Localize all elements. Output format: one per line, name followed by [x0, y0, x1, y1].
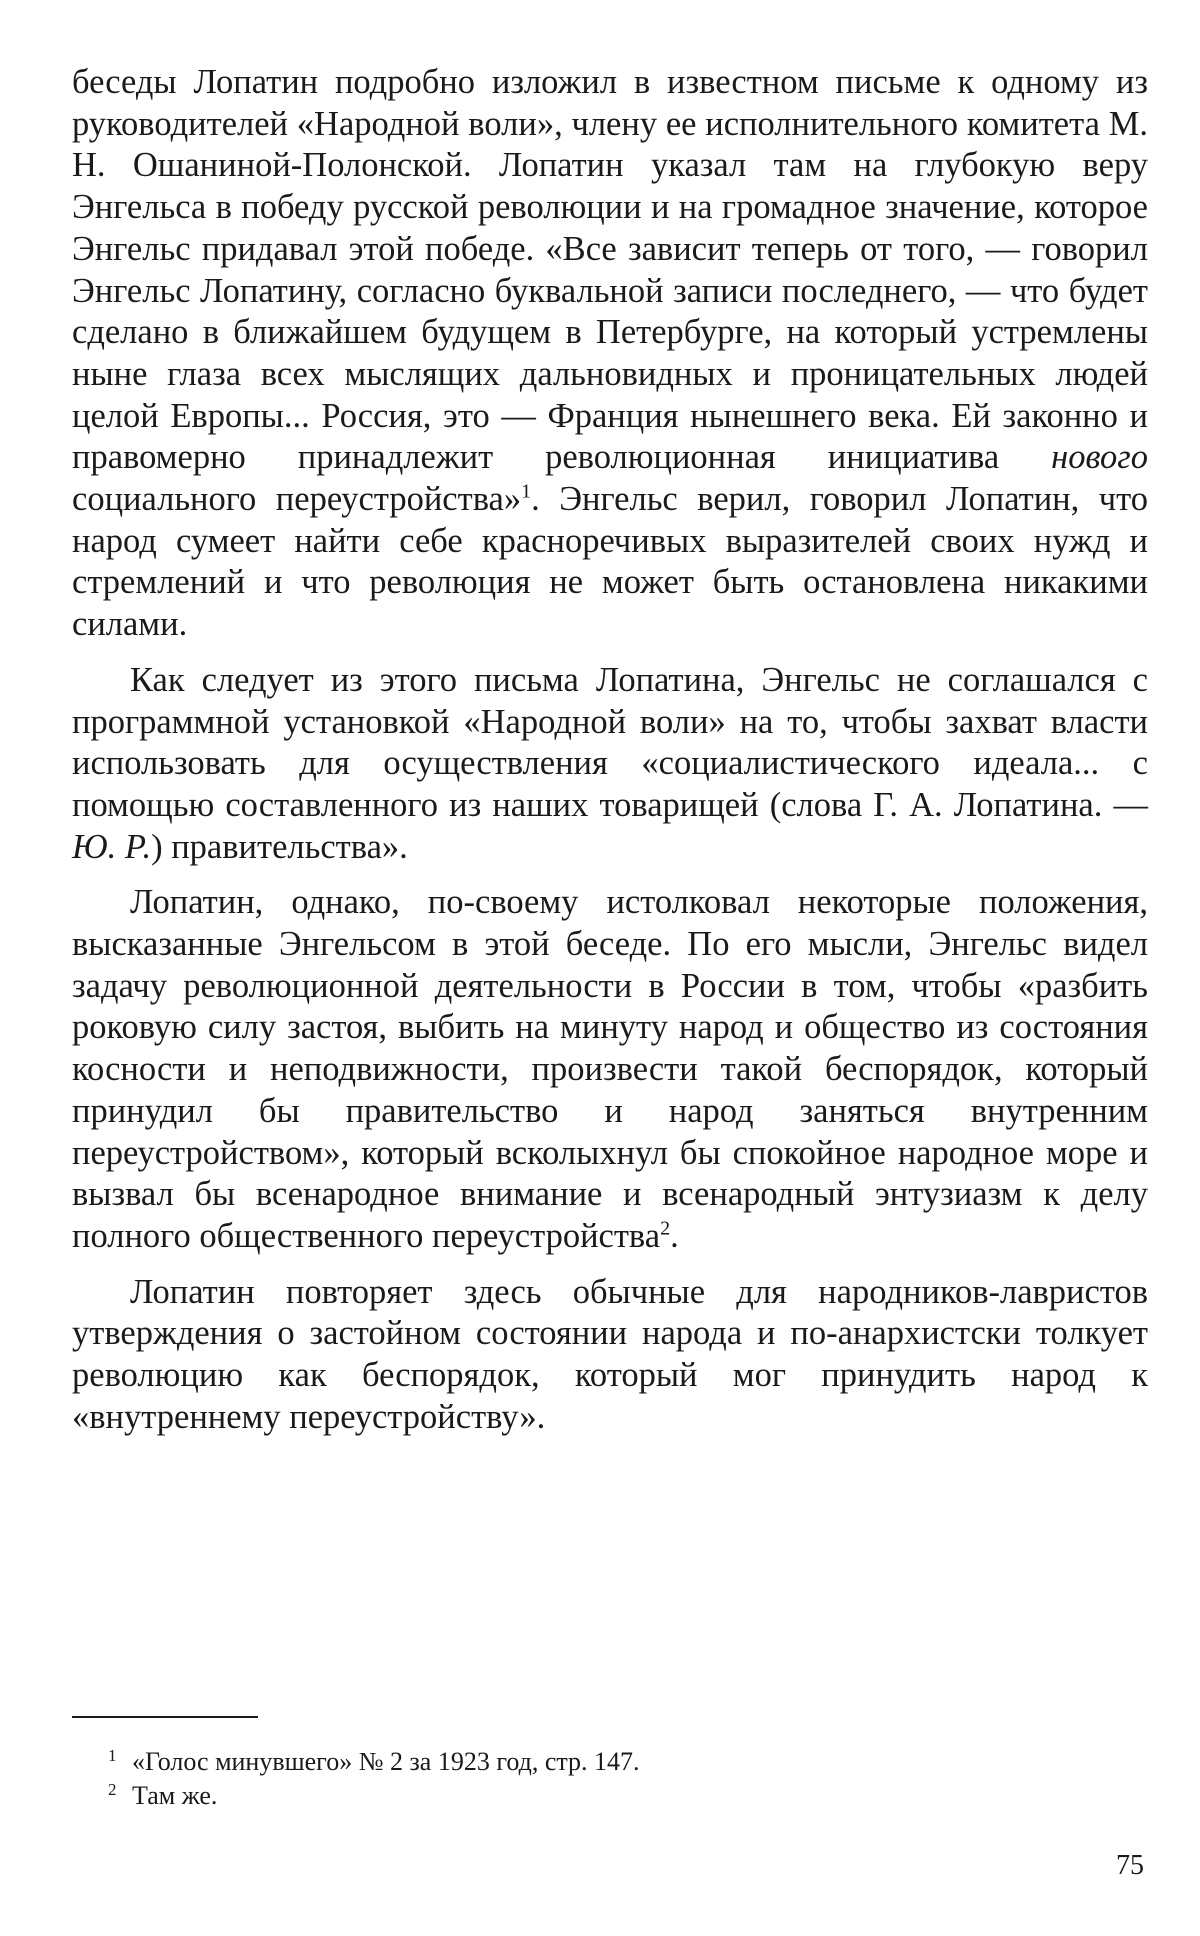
page-body	[72, 62, 1148, 1439]
footnote-ref-2[interactable]: 2	[660, 1217, 671, 1240]
paragraph-2-text-b: ) правительства».	[151, 827, 408, 866]
footnote-mark-2: 2	[108, 1780, 117, 1799]
paragraph-1	[72, 62, 1148, 646]
footnote-divider	[72, 1716, 258, 1718]
paragraph-2	[72, 660, 1148, 869]
paragraph-2-italic: Ю. Р.	[72, 827, 152, 866]
paragraph-3-text-a: Лопатин, однако, по-своему истолковал некоторые положения, высказанные Энгельсом в этой беседе. По его мысли, Энгельс видел задачу революционной деятельности в России в том, чтобы «разбить роковую силу застоя, выбить на минуту народ и общество из состояния косности и неподвижности, произвести такой беспорядок, который принудил бы правительство и народ заняться внутренним переустройством», который всколыхнул бы спокойное народное море и вызвал бы всенародное внимание и всенародный энтузиазм к делу полного общественного переустройства	[72, 883, 1148, 1255]
paragraph-1-text-c: . Энгельс верил, говорил Лопатин, что народ сумеет найти себе красноречивых выразителей своих нужд и стремлений и что революция не может быть остановлена никакими силами.	[72, 480, 1148, 644]
footnote-mark-1: 1	[108, 1746, 117, 1765]
page-number: 75	[1116, 1850, 1144, 1881]
paragraph-2-text-a: Как следует из этого письма Лопатина, Энгельс не соглашался с программной установкой «Народной воли» на то, чтобы захват власти использовать для осуществления «социалистического идеала... с помощью составленного из наших товарищей (слова Г. А. Лопатина. —	[72, 660, 1148, 824]
footnotes	[108, 1745, 1132, 1813]
footnote-1	[108, 1745, 1132, 1779]
footnote-ref-1[interactable]: 1	[521, 480, 532, 503]
paragraph-1-italic: нового	[1051, 438, 1148, 477]
paragraph-3-text-b: .	[670, 1216, 679, 1255]
paragraph-1-text-b: социального переустройства»	[72, 480, 522, 519]
footnote-text-2: Там же.	[132, 1781, 218, 1810]
footnote-text-1: «Голос минувшего» № 2 за 1923 год, стр. 147.	[132, 1747, 640, 1776]
paragraph-4	[72, 1272, 1148, 1439]
footnote-2	[108, 1779, 1132, 1813]
paragraph-3	[72, 882, 1148, 1257]
paragraph-1-text-a: беседы Лопатин подробно изложил в известном письме к одному из руководителей «Народной воли», члену ее исполнительного комитета М. Н. Ошаниной-Полонской. Лопатин указал там на глубокую веру Энгельса в победу русской революции и на громадное значение, которое Энгельс придавал этой победе. «Все зависит теперь от того, — говорил Энгельс Лопатину, согласно буквальной записи последнего, — что будет сделано в ближайшем будущем в Петербурге, на который устремлены ныне глаза всех мыслящих дальновидных и проницательных людей целой Европы... Россия, это — Франция нынешнего века. Ей законно и правомерно принадлежит революционная инициатива	[72, 63, 1148, 477]
paragraph-4-text: Лопатин повторяет здесь обычные для народников-лавристов утверждения о застойном состоянии народа и по-анархистски толкует революцию как беспорядок, который мог принудить народ к «внутреннему переустройству».	[72, 1272, 1148, 1436]
